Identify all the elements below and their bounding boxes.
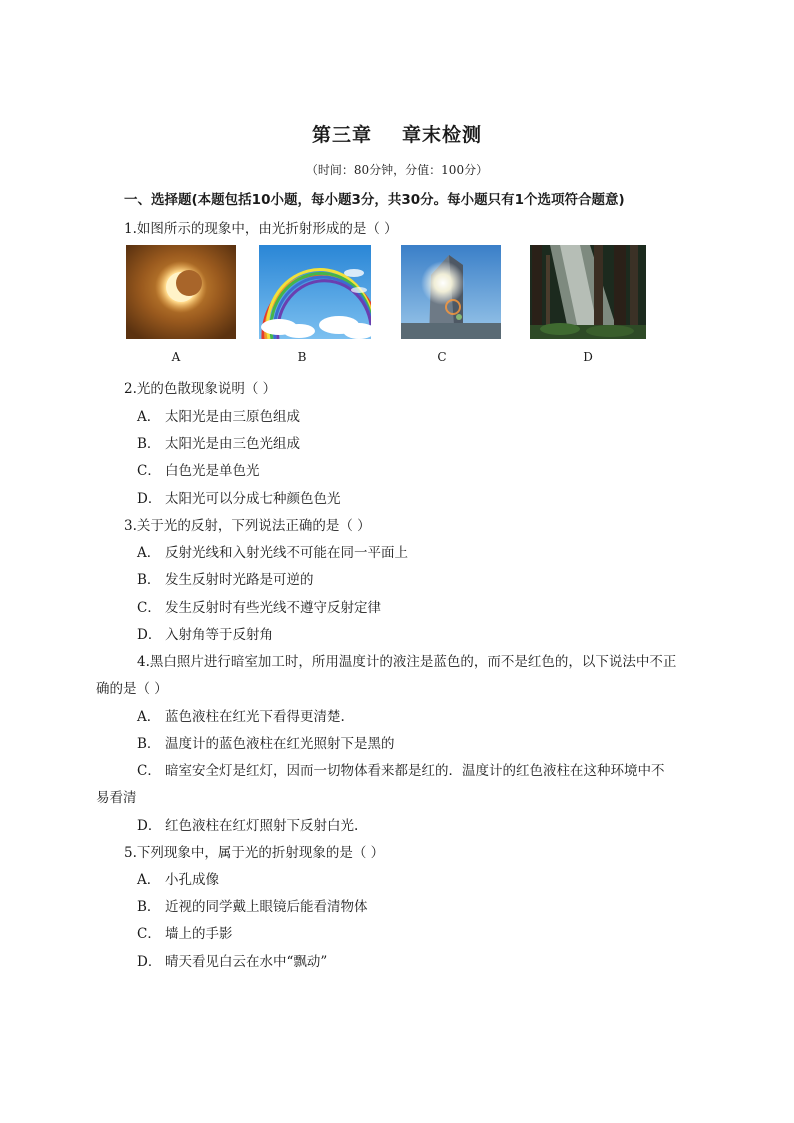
title-chapter: 第三章 (311, 124, 372, 146)
image-label-b: B (297, 350, 307, 364)
q4-option-b[interactable]: B． 温度计的蓝色液柱在红光照射下是黑的 (137, 736, 395, 752)
title-review: 章末检测 (402, 124, 483, 146)
q5-option-d[interactable]: D． 晴天看见白云在水中“飘动” (137, 954, 328, 970)
q2-option-b[interactable]: B． 太阳光是由三色光组成 (137, 436, 300, 452)
rainbow-photo (259, 245, 371, 339)
sunlight-lens-flare-photo (401, 245, 501, 339)
page-title (0, 120, 794, 147)
q4-option-c-cont: 易看清 (96, 790, 137, 806)
q4-option-a[interactable]: A． 蓝色液柱在红光下看得更清楚. (137, 709, 345, 725)
question-4-stem: 4.黑白照片进行暗室加工时，所用温度计的液注是蓝色的，而不是红色的，以下说法中不正 (137, 654, 677, 670)
image-label-d: D (583, 350, 593, 364)
q3-option-d[interactable]: D． 入射角等于反射角 (137, 627, 273, 643)
exam-info: （时间：80分钟，分值：100分） (305, 163, 489, 177)
solar-eclipse-photo (126, 245, 236, 339)
q2-option-c[interactable]: C． 白色光是单色光 (137, 463, 260, 479)
q4-option-d[interactable]: D． 红色液柱在红灯照射下反射白光. (137, 818, 359, 834)
section-heading: 一、选择题(本题包括10小题，每小题3分，共30分。每小题只有1个选项符合题意) (124, 192, 625, 208)
q2-option-a[interactable]: A． 太阳光是由三原色组成 (137, 409, 300, 425)
image-label-a: A (171, 350, 181, 364)
question-4-stem-cont: 确的是（ ） (96, 681, 168, 697)
q2-option-d[interactable]: D． 太阳光可以分成七种颜色色光 (137, 491, 341, 507)
question-5-stem: 5.下列现象中，属于光的折射现象的是（ ） (124, 845, 385, 861)
image-label-c: C (437, 350, 447, 364)
q5-option-b[interactable]: B． 近视的同学戴上眼镜后能看清物体 (137, 899, 368, 915)
forest-light-rays-photo (530, 245, 646, 339)
q3-option-c[interactable]: C． 发生反射时有些光线不遵守反射定律 (137, 600, 381, 616)
q5-option-a[interactable]: A． 小孔成像 (137, 872, 219, 888)
question-2-stem: 2.光的色散现象说明（ ） (124, 381, 277, 397)
q3-option-a[interactable]: A． 反射光线和入射光线不可能在同一平面上 (137, 545, 408, 561)
q4-option-c[interactable]: C． 暗室安全灯是红灯，因而一切物体看来都是红的．温度计的红色液柱在这种环境中不 (137, 763, 665, 779)
question-1-stem: 1.如图所示的现象中，由光折射形成的是（ ） (124, 221, 398, 237)
q3-option-b[interactable]: B． 发生反射时光路是可逆的 (137, 572, 314, 588)
question-3-stem: 3.关于光的反射，下列说法正确的是（ ） (124, 518, 371, 534)
q5-option-c[interactable]: C． 墙上的手影 (137, 926, 233, 942)
